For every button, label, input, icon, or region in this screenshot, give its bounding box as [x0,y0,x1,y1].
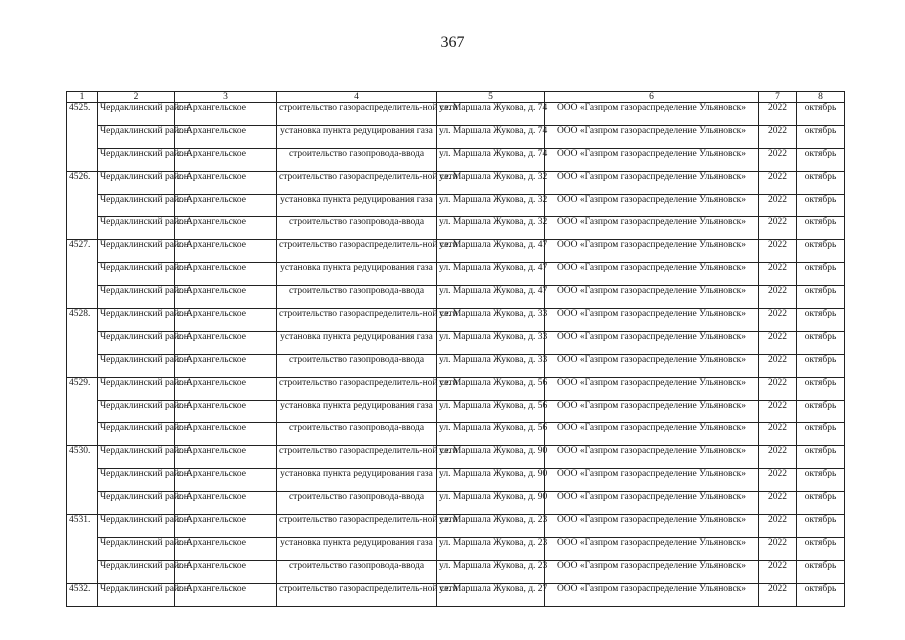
year-cell: 2022 [759,400,797,423]
work-type-cell: строительство газораспределитель-ной сети [277,377,437,400]
table-row [67,194,845,217]
column-header: 6 [545,92,759,103]
year-cell: 2022 [759,377,797,400]
village-cell: с. Архангельское [175,217,277,240]
table-row [67,309,845,332]
year-cell: 2022 [759,194,797,217]
table-row [67,377,845,400]
work-type-cell: строительство газораспределитель-ной сети [277,583,437,606]
district-cell: Чердаклинский район [98,469,175,492]
month-cell: октябрь [797,217,845,240]
work-type-cell: установка пункта редуцирования газа [277,537,437,560]
record-number-cell: 4531. [67,515,98,584]
organization-cell: ООО «Газпром газораспределение Ульяновск» [545,194,759,217]
year-cell: 2022 [759,492,797,515]
table-row [67,331,845,354]
organization-cell: ООО «Газпром газораспределение Ульяновск» [545,400,759,423]
village-cell: с. Архангельское [175,354,277,377]
month-cell: октябрь [797,125,845,148]
table-row [67,400,845,423]
year-cell: 2022 [759,217,797,240]
work-type-cell: строительство газораспределитель-ной сети [277,515,437,538]
district-cell: Чердаклинский район [98,492,175,515]
organization-cell: ООО «Газпром газораспределение Ульяновск» [545,446,759,469]
address-cell: ул. Маршала Жукова, д. 23 [437,537,545,560]
district-cell: Чердаклинский район [98,377,175,400]
district-cell: Чердаклинский район [98,240,175,263]
address-cell: ул. Маршала Жукова, д. 56 [437,377,545,400]
address-cell: ул. Маршала Жукова, д. 74 [437,103,545,126]
address-cell: ул. Маршала Жукова, д. 23 [437,560,545,583]
village-cell: с. Архангельское [175,377,277,400]
district-cell: Чердаклинский район [98,103,175,126]
year-cell: 2022 [759,423,797,446]
month-cell: октябрь [797,583,845,606]
month-cell: октябрь [797,331,845,354]
table-row [67,286,845,309]
year-cell: 2022 [759,148,797,171]
district-cell: Чердаклинский район [98,125,175,148]
table-row [67,263,845,286]
month-cell: октябрь [797,469,845,492]
work-type-cell: строительство газопровода-ввода [277,286,437,309]
table-row [67,537,845,560]
table-row [67,125,845,148]
table-row [67,583,845,606]
record-number-cell: 4529. [67,377,98,446]
address-cell: ул. Маршала Жукова, д. 74 [437,125,545,148]
address-cell: ул. Маршала Жукова, д. 33 [437,309,545,332]
district-cell: Чердаклинский район [98,515,175,538]
work-type-cell: установка пункта редуцирования газа [277,263,437,286]
year-cell: 2022 [759,537,797,560]
organization-cell: ООО «Газпром газораспределение Ульяновск» [545,583,759,606]
month-cell: октябрь [797,537,845,560]
village-cell: с. Архангельское [175,263,277,286]
work-type-cell: установка пункта редуцирования газа [277,194,437,217]
organization-cell: ООО «Газпром газораспределение Ульяновск» [545,537,759,560]
year-cell: 2022 [759,103,797,126]
address-cell: ул. Маршала Жукова, д. 47 [437,240,545,263]
table-row [67,492,845,515]
village-cell: с. Архангельское [175,400,277,423]
address-cell: ул. Маршала Жукова, д. 33 [437,331,545,354]
organization-cell: ООО «Газпром газораспределение Ульяновск» [545,217,759,240]
work-type-cell: строительство газораспределитель-ной сети [277,446,437,469]
organization-cell: ООО «Газпром газораспределение Ульяновск» [545,171,759,194]
table-row [67,423,845,446]
organization-cell: ООО «Газпром газораспределение Ульяновск» [545,354,759,377]
district-cell: Чердаклинский район [98,560,175,583]
district-cell: Чердаклинский район [98,400,175,423]
table-row [67,469,845,492]
work-type-cell: установка пункта редуцирования газа [277,331,437,354]
village-cell: с. Архангельское [175,331,277,354]
district-cell: Чердаклинский район [98,537,175,560]
year-cell: 2022 [759,515,797,538]
address-cell: ул. Маршала Жукова, д. 74 [437,148,545,171]
gasification-registry-table [66,91,845,607]
year-cell: 2022 [759,583,797,606]
village-cell: с. Архангельское [175,469,277,492]
address-cell: ул. Маршала Жукова, д. 47 [437,263,545,286]
month-cell: октябрь [797,446,845,469]
address-cell: ул. Маршала Жукова, д. 32 [437,217,545,240]
address-cell: ул. Маршала Жукова, д. 27 [437,583,545,606]
page-number: 367 [440,34,465,51]
record-number-cell: 4525. [67,103,98,172]
village-cell: с. Архангельское [175,446,277,469]
column-header: 4 [277,92,437,103]
address-cell: ул. Маршала Жукова, д. 90 [437,446,545,469]
work-type-cell: строительство газораспределитель-ной сети [277,309,437,332]
village-cell: с. Архангельское [175,492,277,515]
record-number-cell: 4527. [67,240,98,309]
table-row [67,354,845,377]
district-cell: Чердаклинский район [98,148,175,171]
village-cell: с. Архангельское [175,171,277,194]
table-row [67,240,845,263]
district-cell: Чердаклинский район [98,423,175,446]
work-type-cell: строительство газораспределитель-ной сети [277,240,437,263]
year-cell: 2022 [759,171,797,194]
column-header: 1 [67,92,98,103]
organization-cell: ООО «Газпром газораспределение Ульяновск» [545,331,759,354]
work-type-cell: строительство газопровода-ввода [277,560,437,583]
village-cell: с. Архангельское [175,194,277,217]
village-cell: с. Архангельское [175,423,277,446]
organization-cell: ООО «Газпром газораспределение Ульяновск» [545,263,759,286]
organization-cell: ООО «Газпром газораспределение Ульяновск» [545,286,759,309]
year-cell: 2022 [759,263,797,286]
work-type-cell: строительство газопровода-ввода [277,217,437,240]
district-cell: Чердаклинский район [98,171,175,194]
work-type-cell: установка пункта редуцирования газа [277,469,437,492]
month-cell: октябрь [797,515,845,538]
village-cell: с. Архангельское [175,560,277,583]
year-cell: 2022 [759,560,797,583]
column-header: 3 [175,92,277,103]
organization-cell: ООО «Газпром газораспределение Ульяновск» [545,125,759,148]
table-row [67,103,845,126]
month-cell: октябрь [797,400,845,423]
district-cell: Чердаклинский район [98,194,175,217]
district-cell: Чердаклинский район [98,217,175,240]
record-number-cell: 4528. [67,309,98,378]
work-type-cell: строительство газопровода-ввода [277,148,437,171]
column-header: 8 [797,92,845,103]
organization-cell: ООО «Газпром газораспределение Ульяновск» [545,492,759,515]
organization-cell: ООО «Газпром газораспределение Ульяновск» [545,309,759,332]
organization-cell: ООО «Газпром газораспределение Ульяновск» [545,240,759,263]
month-cell: октябрь [797,103,845,126]
year-cell: 2022 [759,354,797,377]
district-cell: Чердаклинский район [98,263,175,286]
work-type-cell: установка пункта редуцирования газа [277,125,437,148]
work-type-cell: строительство газораспределитель-ной сети [277,171,437,194]
organization-cell: ООО «Газпром газораспределение Ульяновск» [545,148,759,171]
address-cell: ул. Маршала Жукова, д. 32 [437,171,545,194]
village-cell: с. Архангельское [175,103,277,126]
month-cell: октябрь [797,194,845,217]
district-cell: Чердаклинский район [98,309,175,332]
record-number-cell: 4532. [67,583,98,606]
address-cell: ул. Маршала Жукова, д. 90 [437,492,545,515]
month-cell: октябрь [797,171,845,194]
column-number-row [67,92,845,103]
year-cell: 2022 [759,309,797,332]
table-row [67,515,845,538]
organization-cell: ООО «Газпром газораспределение Ульяновск» [545,515,759,538]
work-type-cell: строительство газораспределитель-ной сети [277,103,437,126]
table-body [67,103,845,607]
village-cell: с. Архангельское [175,148,277,171]
month-cell: октябрь [797,354,845,377]
column-header: 5 [437,92,545,103]
year-cell: 2022 [759,331,797,354]
village-cell: с. Архангельское [175,309,277,332]
table-row [67,217,845,240]
village-cell: с. Архангельское [175,537,277,560]
work-type-cell: строительство газопровода-ввода [277,423,437,446]
month-cell: октябрь [797,263,845,286]
address-cell: ул. Маршала Жукова, д. 23 [437,515,545,538]
village-cell: с. Архангельское [175,240,277,263]
village-cell: с. Архангельское [175,515,277,538]
organization-cell: ООО «Газпром газораспределение Ульяновск» [545,423,759,446]
month-cell: октябрь [797,286,845,309]
address-cell: ул. Маршала Жукова, д. 90 [437,469,545,492]
address-cell: ул. Маршала Жукова, д. 32 [437,194,545,217]
table-row [67,171,845,194]
table-row [67,446,845,469]
month-cell: октябрь [797,560,845,583]
village-cell: с. Архангельское [175,583,277,606]
column-header: 2 [98,92,175,103]
address-cell: ул. Маршала Жукова, д. 33 [437,354,545,377]
work-type-cell: установка пункта редуцирования газа [277,400,437,423]
district-cell: Чердаклинский район [98,286,175,309]
district-cell: Чердаклинский район [98,354,175,377]
year-cell: 2022 [759,286,797,309]
work-type-cell: строительство газопровода-ввода [277,492,437,515]
month-cell: октябрь [797,423,845,446]
year-cell: 2022 [759,240,797,263]
column-header: 7 [759,92,797,103]
month-cell: октябрь [797,148,845,171]
organization-cell: ООО «Газпром газораспределение Ульяновск» [545,377,759,400]
record-number-cell: 4530. [67,446,98,515]
month-cell: октябрь [797,309,845,332]
year-cell: 2022 [759,125,797,148]
month-cell: октябрь [797,377,845,400]
organization-cell: ООО «Газпром газораспределение Ульяновск» [545,469,759,492]
district-cell: Чердаклинский район [98,331,175,354]
address-cell: ул. Маршала Жукова, д. 56 [437,400,545,423]
village-cell: с. Архангельское [175,125,277,148]
address-cell: ул. Маршала Жукова, д. 47 [437,286,545,309]
district-cell: Чердаклинский район [98,583,175,606]
district-cell: Чердаклинский район [98,446,175,469]
month-cell: октябрь [797,492,845,515]
address-cell: ул. Маршала Жукова, д. 56 [437,423,545,446]
table-row [67,148,845,171]
organization-cell: ООО «Газпром газораспределение Ульяновск» [545,560,759,583]
organization-cell: ООО «Газпром газораспределение Ульяновск» [545,103,759,126]
year-cell: 2022 [759,446,797,469]
record-number-cell: 4526. [67,171,98,240]
work-type-cell: строительство газопровода-ввода [277,354,437,377]
village-cell: с. Архангельское [175,286,277,309]
table-row [67,560,845,583]
month-cell: октябрь [797,240,845,263]
year-cell: 2022 [759,469,797,492]
